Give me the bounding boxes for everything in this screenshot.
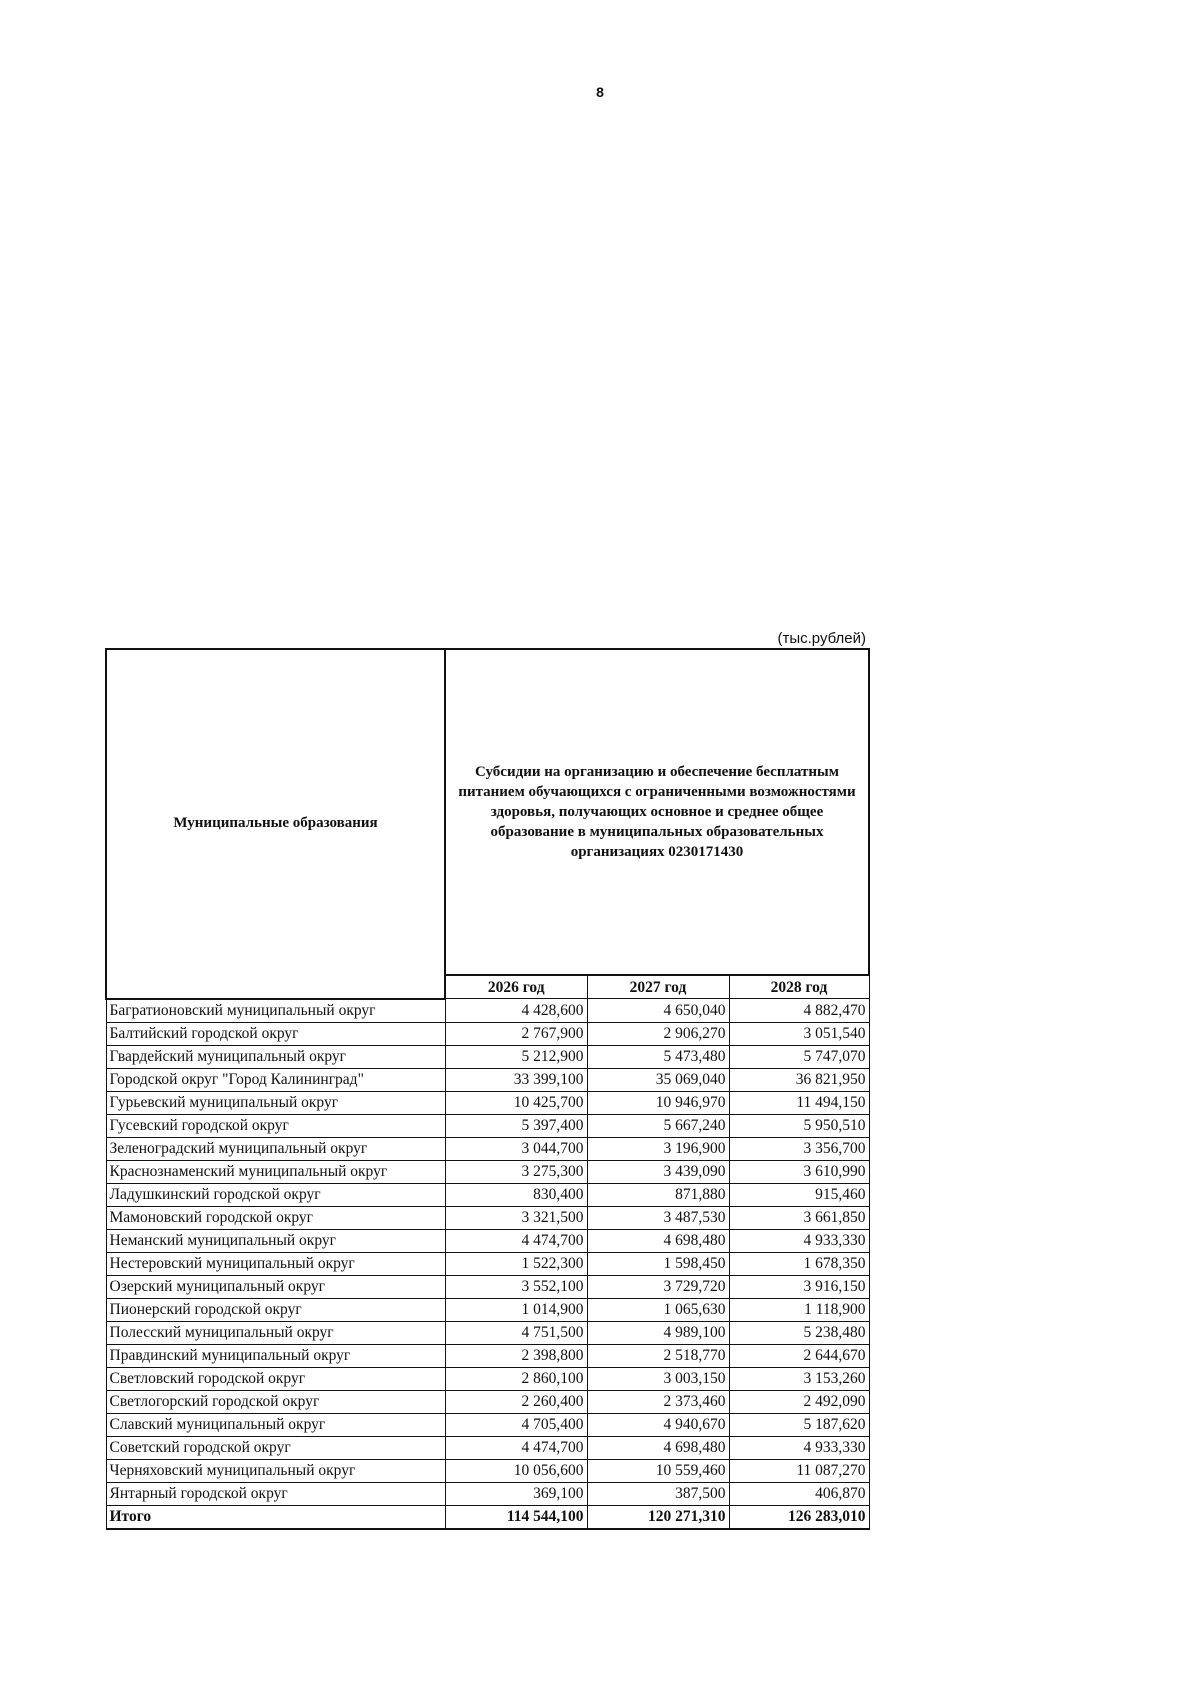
municipality-name: Краснознаменский муниципальный округ bbox=[106, 1160, 445, 1183]
value-2028: 4 933,330 bbox=[729, 1229, 869, 1252]
header-municipalities: Муниципальные образования bbox=[106, 649, 445, 999]
table-row bbox=[106, 999, 869, 1023]
value-2027: 4 989,100 bbox=[587, 1321, 729, 1344]
municipality-name: Балтийский городской округ bbox=[106, 1022, 445, 1045]
value-2026: 3 552,100 bbox=[445, 1275, 587, 1298]
table-row bbox=[106, 1344, 869, 1367]
table-row bbox=[106, 1045, 869, 1068]
municipality-name: Светловский городской округ bbox=[106, 1367, 445, 1390]
table-row bbox=[106, 1413, 869, 1436]
table-row bbox=[106, 1298, 869, 1321]
municipality-name: Черняховский муниципальный округ bbox=[106, 1459, 445, 1482]
value-2026: 3 275,300 bbox=[445, 1160, 587, 1183]
value-2026: 2 860,100 bbox=[445, 1367, 587, 1390]
value-2028: 915,460 bbox=[729, 1183, 869, 1206]
table-row bbox=[106, 1137, 869, 1160]
municipality-name: Нестеровский муниципальный округ bbox=[106, 1252, 445, 1275]
value-2027: 3 196,900 bbox=[587, 1137, 729, 1160]
value-2027: 5 667,240 bbox=[587, 1114, 729, 1137]
value-2027: 4 698,480 bbox=[587, 1436, 729, 1459]
total-2027: 120 271,310 bbox=[587, 1505, 729, 1529]
table-row bbox=[106, 1252, 869, 1275]
header-year-2028: 2028 год bbox=[729, 975, 869, 999]
value-2026: 4 751,500 bbox=[445, 1321, 587, 1344]
value-2028: 4 933,330 bbox=[729, 1436, 869, 1459]
municipality-name: Гвардейский муниципальный округ bbox=[106, 1045, 445, 1068]
table-row bbox=[106, 1091, 869, 1114]
value-2026: 830,400 bbox=[445, 1183, 587, 1206]
value-2027: 10 946,970 bbox=[587, 1091, 729, 1114]
value-2027: 3 003,150 bbox=[587, 1367, 729, 1390]
unit-label: (тыс.рублей) bbox=[777, 630, 866, 647]
value-2028: 3 916,150 bbox=[729, 1275, 869, 1298]
table-row bbox=[106, 1390, 869, 1413]
municipality-name: Ладушкинский городской округ bbox=[106, 1183, 445, 1206]
value-2027: 2 906,270 bbox=[587, 1022, 729, 1045]
value-2027: 387,500 bbox=[587, 1482, 729, 1505]
value-2028: 3 610,990 bbox=[729, 1160, 869, 1183]
value-2028: 5 747,070 bbox=[729, 1045, 869, 1068]
value-2028: 3 661,850 bbox=[729, 1206, 869, 1229]
value-2026: 3 044,700 bbox=[445, 1137, 587, 1160]
table-row bbox=[106, 1160, 869, 1183]
municipality-name: Неманский муниципальный округ bbox=[106, 1229, 445, 1252]
table-body bbox=[106, 999, 869, 1506]
table-row bbox=[106, 1022, 869, 1045]
table-row bbox=[106, 1321, 869, 1344]
total-row bbox=[106, 1505, 869, 1529]
value-2028: 3 356,700 bbox=[729, 1137, 869, 1160]
value-2026: 4 474,700 bbox=[445, 1436, 587, 1459]
value-2028: 11 494,150 bbox=[729, 1091, 869, 1114]
value-2026: 1 522,300 bbox=[445, 1252, 587, 1275]
value-2028: 1 678,350 bbox=[729, 1252, 869, 1275]
table-row bbox=[106, 1183, 869, 1206]
value-2027: 5 473,480 bbox=[587, 1045, 729, 1068]
value-2028: 3 153,260 bbox=[729, 1367, 869, 1390]
value-2027: 1 065,630 bbox=[587, 1298, 729, 1321]
value-2026: 4 428,600 bbox=[445, 999, 587, 1023]
total-2026: 114 544,100 bbox=[445, 1505, 587, 1529]
municipality-name: Славский муниципальный округ bbox=[106, 1413, 445, 1436]
value-2027: 4 698,480 bbox=[587, 1229, 729, 1252]
value-2026: 3 321,500 bbox=[445, 1206, 587, 1229]
value-2028: 2 644,670 bbox=[729, 1344, 869, 1367]
municipality-name: Гурьевский муниципальный округ bbox=[106, 1091, 445, 1114]
subsidy-table bbox=[105, 648, 870, 1530]
value-2028: 3 051,540 bbox=[729, 1022, 869, 1045]
value-2026: 4 474,700 bbox=[445, 1229, 587, 1252]
municipality-name: Правдинский муниципальный округ bbox=[106, 1344, 445, 1367]
value-2026: 33 399,100 bbox=[445, 1068, 587, 1091]
value-2027: 3 439,090 bbox=[587, 1160, 729, 1183]
table-row bbox=[106, 1114, 869, 1137]
value-2026: 2 767,900 bbox=[445, 1022, 587, 1045]
municipality-name: Багратионовский муниципальный округ bbox=[106, 999, 445, 1023]
value-2026: 4 705,400 bbox=[445, 1413, 587, 1436]
municipality-name: Мамоновский городской округ bbox=[106, 1206, 445, 1229]
table-row bbox=[106, 1068, 869, 1091]
value-2028: 36 821,950 bbox=[729, 1068, 869, 1091]
header-year-2027: 2027 год bbox=[587, 975, 729, 999]
header-subsidy-title: Субсидии на организацию и обеспечение бесплатным питанием обучающихся с ограниченными возможностями здоровья, получающих основное и среднее общее образование в муниципальных образовательных организациях 0230171430 bbox=[445, 649, 869, 975]
value-2026: 5 212,900 bbox=[445, 1045, 587, 1068]
table-row bbox=[106, 1436, 869, 1459]
municipality-name: Советский городской округ bbox=[106, 1436, 445, 1459]
value-2028: 2 492,090 bbox=[729, 1390, 869, 1413]
municipality-name: Зеленоградский муниципальный округ bbox=[106, 1137, 445, 1160]
value-2027: 4 650,040 bbox=[587, 999, 729, 1023]
value-2028: 5 950,510 bbox=[729, 1114, 869, 1137]
value-2027: 2 518,770 bbox=[587, 1344, 729, 1367]
municipality-name: Пионерский городской округ bbox=[106, 1298, 445, 1321]
value-2028: 11 087,270 bbox=[729, 1459, 869, 1482]
municipality-name: Гусевский городской округ bbox=[106, 1114, 445, 1137]
table-row bbox=[106, 1459, 869, 1482]
page-number: 8 bbox=[596, 84, 604, 100]
value-2027: 871,880 bbox=[587, 1183, 729, 1206]
value-2027: 1 598,450 bbox=[587, 1252, 729, 1275]
table-row bbox=[106, 1229, 869, 1252]
value-2027: 4 940,670 bbox=[587, 1413, 729, 1436]
value-2026: 10 425,700 bbox=[445, 1091, 587, 1114]
value-2027: 10 559,460 bbox=[587, 1459, 729, 1482]
table-row bbox=[106, 1367, 869, 1390]
header-year-2026: 2026 год bbox=[445, 975, 587, 999]
value-2028: 5 238,480 bbox=[729, 1321, 869, 1344]
value-2026: 2 260,400 bbox=[445, 1390, 587, 1413]
value-2027: 35 069,040 bbox=[587, 1068, 729, 1091]
value-2028: 1 118,900 bbox=[729, 1298, 869, 1321]
value-2028: 5 187,620 bbox=[729, 1413, 869, 1436]
value-2028: 406,870 bbox=[729, 1482, 869, 1505]
total-label: Итого bbox=[106, 1505, 445, 1529]
value-2026: 5 397,400 bbox=[445, 1114, 587, 1137]
value-2026: 10 056,600 bbox=[445, 1459, 587, 1482]
municipality-name: Городской округ "Город Калининград" bbox=[106, 1068, 445, 1091]
municipality-name: Полесский муниципальный округ bbox=[106, 1321, 445, 1344]
municipality-name: Янтарный городской округ bbox=[106, 1482, 445, 1505]
municipality-name: Озерский муниципальный округ bbox=[106, 1275, 445, 1298]
value-2026: 369,100 bbox=[445, 1482, 587, 1505]
value-2026: 2 398,800 bbox=[445, 1344, 587, 1367]
table-row bbox=[106, 1482, 869, 1505]
table-row bbox=[106, 1275, 869, 1298]
total-2028: 126 283,010 bbox=[729, 1505, 869, 1529]
value-2027: 3 487,530 bbox=[587, 1206, 729, 1229]
value-2027: 2 373,460 bbox=[587, 1390, 729, 1413]
municipality-name: Светлогорский городской округ bbox=[106, 1390, 445, 1413]
value-2028: 4 882,470 bbox=[729, 999, 869, 1023]
table-row bbox=[106, 1206, 869, 1229]
value-2027: 3 729,720 bbox=[587, 1275, 729, 1298]
value-2026: 1 014,900 bbox=[445, 1298, 587, 1321]
